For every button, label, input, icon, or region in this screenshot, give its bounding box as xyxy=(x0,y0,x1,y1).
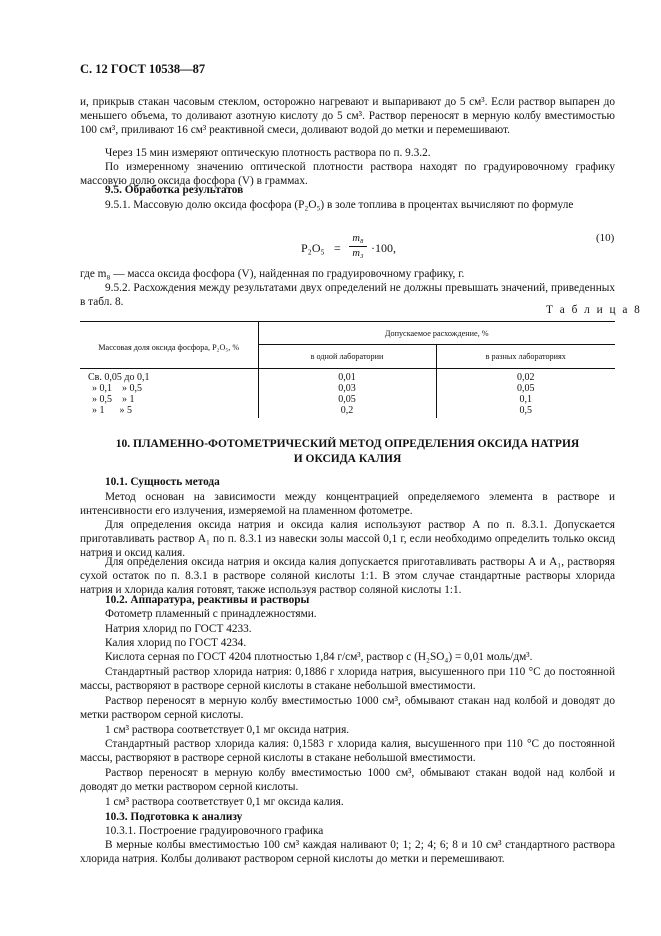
formula-fraction xyxy=(349,232,367,261)
table-row xyxy=(80,405,615,418)
formula-number: (10) xyxy=(596,232,615,244)
formula-numerator: m₈ xyxy=(352,233,364,244)
heading-9-5: 9.5. Обработка результатов xyxy=(105,184,244,196)
cell-range: Св. 0,05 до 0,1 xyxy=(80,369,258,384)
formula-lhs: P₂O₅ xyxy=(301,241,325,255)
table-8 xyxy=(80,321,615,418)
table-header-diff-labs: в разных лабораториях xyxy=(436,345,615,369)
paragraph-nacl-equivalence: 1 см³ раствора соответствует 0,1 мг оксида натрия. xyxy=(105,724,350,736)
paragraph-continuation: и, прикрыв стакан часовым стеклом, осторожно нагревают и выпаривают до 5 см³. Если раствор выпарен до меньшего объема, то доливают азотную кислоту до 5 см³. Раствор переносят в мерную колбу вместимостью 100 см³, приливают 16 см³ реактивной смеси, доливают водой до метки и перемешивают. xyxy=(80,96,615,137)
section-10-title xyxy=(80,437,615,467)
paragraph-where: где m₈ — масса оксида фосфора (V), найденная по градуировочному графику, г. xyxy=(80,268,465,280)
heading-10-3: 10.3. Подготовка к анализу xyxy=(105,811,243,823)
paragraph-sulfuric-acid: Кислота серная по ГОСТ 4204 плотностью 1,84 г/см³, раствор c (H₂SO₄) = 0,01 моль/дм³. xyxy=(105,651,533,663)
paragraph-sodium-chloride: Натрия хлорид по ГОСТ 4233. xyxy=(105,623,252,635)
paragraph-9-5-2: 9.5.2. Расхождения между результатами двух определений не должны превышать значений, приведенных в табл. 8. xyxy=(80,282,615,309)
cell-range: » 0,1 » 0,5 xyxy=(80,383,258,394)
paragraph-measure: Через 15 мин измеряют оптическую плотность раствора по п. 9.3.2. xyxy=(105,147,431,159)
formula-10 xyxy=(301,232,441,266)
heading-10-2: 10.2. Аппаратура, реактивы и растворы xyxy=(105,594,310,606)
section-10-title-line1: 10. ПЛАМЕННО-ФОТОМЕТРИЧЕСКИЙ МЕТОД ОПРЕДЕЛЕНИЯ ОКСИДА НАТРИЯ xyxy=(115,438,580,450)
paragraph-standard-nacl: Стандартный раствор хлорида натрия: 0,1886 г хлорида натрия, высушенного при 110 °С до постоянной массы, растворяют в растворе серной кислоты в стакане небольшой вместимости. xyxy=(80,666,615,693)
paragraph-photometer: Фотометр пламенный с принадлежностями. xyxy=(105,608,317,620)
paragraph-calibration: В мерные колбы вместимостью 100 см³ каждая наливают 0; 1; 2; 4; 6; 8 и 10 см³ стандартного раствора хлорида натрия. Колбы доливают раствором серной кислоты до метки и перемешивают. xyxy=(80,839,615,866)
section-10-title-line2: И ОКСИДА КАЛИЯ xyxy=(293,453,402,465)
formula-equals: = xyxy=(334,241,341,255)
paragraph-10-1-solutions: Для определения оксида натрия и оксида калия допускается приготавливать растворы А и А₁, растворяя сухой остаток по п. 8.3.1 в растворе соляной кислоты 1:1. В этом случае стандартные растворы хлорида натрия и хлорида калия готовят, также используя раствор соляной кислоты 1:1. xyxy=(80,556,615,597)
cell-one-lab: 0,05 xyxy=(258,394,436,405)
paragraph-standard-kcl: Стандартный раствор хлорида калия: 0,1583 г хлорида калия, высушенного при 110 °С до постоянной массы, растворяют в растворе серной кислоты в стакане небольшой вместимости. xyxy=(80,738,615,765)
paragraph-graph: По измеренному значению оптической плотности раствора находят по градуировочному графику массовую долю оксида фосфора (V) в граммах. xyxy=(80,161,615,188)
table-row xyxy=(80,394,615,405)
paragraph-kcl-equivalence: 1 см³ раствора соответствует 0,1 мг оксида калия. xyxy=(105,796,344,808)
paragraph-10-1-method: Метод основан на зависимости между концентрацией определяемого элемента в растворе и интенсивности его излучения, измеряемой на пламенном фотометре. xyxy=(80,491,615,518)
table-row xyxy=(80,369,615,384)
paragraph-10-3-1: 10.3.1. Построение градуировочного графика xyxy=(105,825,324,837)
formula-rhs: ·100, xyxy=(371,241,396,255)
formula-denominator: m₃ xyxy=(352,248,364,259)
table-header-mass-fraction: Массовая доля оксида фосфора, P₂O₅, % xyxy=(80,322,258,369)
paragraph-transfer-kcl: Раствор переносят в мерную колбу вместимостью 1000 см³, обмывают стакан водой над колбой и доводят до метки раствором серной кислоты. xyxy=(80,767,615,794)
cell-diff-labs: 0,5 xyxy=(519,405,532,416)
page-header: С. 12 ГОСТ 10538—87 xyxy=(80,62,206,76)
paragraph-transfer-nacl: Раствор переносят в мерную колбу вместимостью 1000 см³, обмывают стакан над колбой и доводят до метки раствором серной кислоты. xyxy=(80,695,615,722)
table-header-allowed: Допускаемое расхождение, % xyxy=(258,322,615,345)
cell-one-lab: 0,03 xyxy=(258,383,436,394)
cell-diff-labs: 0,02 xyxy=(517,372,535,383)
paragraph-10-1-solution-a: Для определения оксида натрия и оксида калия используют раствор А по п. 8.3.1. Допускается приготавливать раствор А₁ по п. 8.3.1 из навески золы массой 0,1 г, если необходимо определить только оксид натрия и оксид калия. xyxy=(80,519,615,560)
heading-10-1: 10.1. Сущность метода xyxy=(105,476,220,488)
paragraph-potassium-chloride: Калия хлорид по ГОСТ 4234. xyxy=(105,637,247,649)
table-header-one-lab: в одной лаборатории xyxy=(258,345,436,369)
cell-diff-labs: 0,1 xyxy=(519,394,532,405)
paragraph-9-5-1: 9.5.1. Массовую долю оксида фосфора (P₂O₅) в золе топлива в процентах вычисляют по формуле xyxy=(105,199,574,211)
table-caption: Т а б л и ц а 8 xyxy=(546,304,642,316)
cell-range: » 0,5 » 1 xyxy=(80,394,258,405)
cell-one-lab: 0,01 xyxy=(258,369,436,384)
cell-diff-labs: 0,05 xyxy=(517,383,535,394)
table-row xyxy=(80,383,615,394)
cell-range: » 1 » 5 xyxy=(80,405,258,418)
cell-one-lab: 0,2 xyxy=(258,405,436,418)
